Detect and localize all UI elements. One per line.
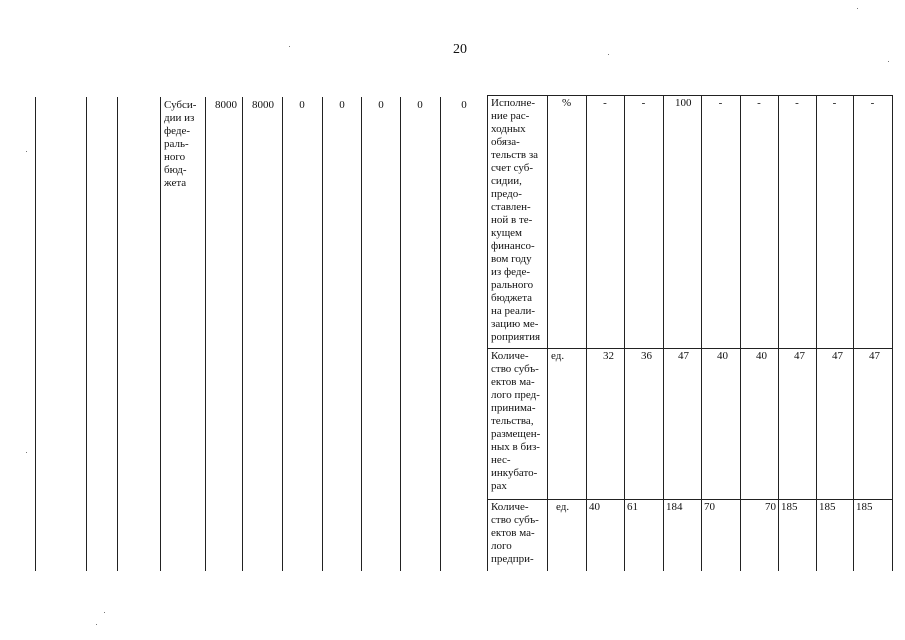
scan-speck bbox=[26, 452, 27, 453]
value-cell: - bbox=[832, 97, 837, 109]
value-cell: 185 bbox=[781, 501, 798, 513]
value-cell: - bbox=[641, 97, 646, 109]
column-rule bbox=[160, 97, 161, 571]
left-value-cell: 0 bbox=[378, 99, 384, 111]
value-cell: 100 bbox=[675, 97, 692, 109]
scan-speck bbox=[26, 151, 27, 152]
scan-speck bbox=[104, 612, 105, 613]
value-cell: 47 bbox=[832, 350, 843, 362]
value-cell: 185 bbox=[856, 501, 873, 513]
column-rule bbox=[322, 97, 323, 571]
column-rule bbox=[35, 97, 36, 571]
column-rule bbox=[440, 97, 441, 571]
value-cell: - bbox=[795, 97, 799, 109]
value-cell: 70 bbox=[765, 501, 776, 513]
unit-cell: % bbox=[562, 97, 572, 109]
column-rule bbox=[242, 97, 243, 571]
scan-speck bbox=[96, 624, 97, 625]
left-value-cell: 8000 bbox=[215, 99, 237, 111]
left-value-cell: 0 bbox=[417, 99, 423, 111]
row-rule bbox=[487, 95, 893, 96]
indicator-cell: Количе- ство субъ- ектов ма- лого предпри- bbox=[491, 501, 539, 565]
column-rule bbox=[361, 97, 362, 571]
value-cell: - bbox=[757, 97, 761, 109]
left-value-cell: 0 bbox=[339, 99, 345, 111]
unit-cell: ед. bbox=[556, 501, 570, 513]
scan-speck bbox=[888, 61, 889, 62]
value-cell: 70 bbox=[704, 501, 715, 513]
funding-source-label: Субси- дии из феде- раль- ного бюд- жета bbox=[164, 99, 197, 189]
value-cell: 36 bbox=[641, 350, 652, 362]
column-rule bbox=[117, 97, 118, 571]
value-cell: 40 bbox=[589, 501, 600, 513]
value-cell: - bbox=[718, 97, 723, 109]
value-cell: 47 bbox=[794, 350, 805, 362]
left-value-cell: 0 bbox=[299, 99, 305, 111]
value-cell: 185 bbox=[819, 501, 836, 513]
scan-speck bbox=[289, 46, 290, 47]
unit-cell: ед. bbox=[551, 350, 565, 362]
value-cell: 184 bbox=[666, 501, 683, 513]
value-cell: - bbox=[870, 97, 875, 109]
row-rule bbox=[487, 348, 893, 349]
indicator-cell: Количе- ство субъ- ектов ма- лого пред- принима- тельства, размещен- ных в биз- нес- инкубато- рах bbox=[491, 350, 541, 492]
left-value-cell: 0 bbox=[461, 99, 467, 111]
column-rule bbox=[282, 97, 283, 571]
value-cell: 40 bbox=[756, 350, 767, 362]
indicator-cell: Исполне- ние рас- ходных обяза- тельств за счет суб- сидии, предо- ставлен- ной в те- кущем финансо- вом году из феде- рального бюджета на реали- зацию ме- роприятия bbox=[491, 97, 541, 343]
scan-speck bbox=[857, 8, 858, 9]
column-rule bbox=[205, 97, 206, 571]
value-cell: 32 bbox=[603, 350, 614, 362]
value-cell: 47 bbox=[869, 350, 880, 362]
value-cell: 47 bbox=[678, 350, 689, 362]
scan-speck bbox=[608, 54, 609, 55]
value-cell: 61 bbox=[627, 501, 638, 513]
left-value-cell: 8000 bbox=[252, 99, 274, 111]
row-rule bbox=[487, 499, 893, 500]
column-rule bbox=[400, 97, 401, 571]
value-cell: 40 bbox=[717, 350, 728, 362]
column-rule bbox=[86, 97, 87, 571]
value-cell: - bbox=[603, 97, 607, 109]
page-number: 20 bbox=[453, 42, 467, 57]
